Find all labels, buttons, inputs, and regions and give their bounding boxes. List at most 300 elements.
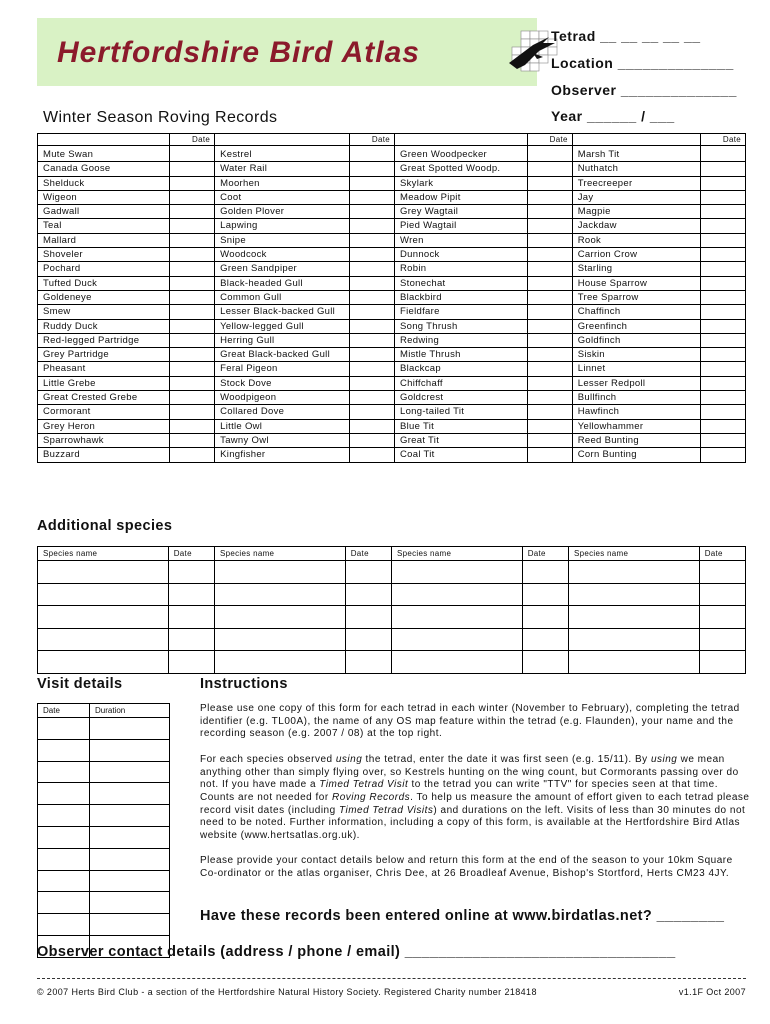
instructions-text [200, 703, 750, 894]
observer-field[interactable]: Observer ______________ [551, 82, 737, 98]
species-name: Green Woodpecker [395, 146, 528, 162]
table-row [38, 805, 170, 827]
species-name: Ruddy Duck [38, 319, 170, 333]
species-name: Goldcrest [395, 391, 528, 405]
species-date-cell[interactable] [527, 190, 572, 204]
species-date-cell[interactable] [349, 176, 394, 190]
species-name: Herring Gull [215, 333, 350, 347]
species-name: Kestrel [215, 146, 350, 162]
species-date-cell[interactable] [527, 162, 572, 176]
instructions-paragraph-1: Please use one copy of this form for each tetrad in each winter (November to February), completing the tetrad identifier (e.g. TL00A), the name of any OS map feature within the tetrad (e.g. Flaunden), your name and the recording season (e.g. 2007 / 08) at the top right. [200, 703, 740, 740]
additional-species-name-cell[interactable] [568, 628, 699, 651]
header-spacer [215, 134, 350, 146]
species-name: Blue Tit [395, 419, 528, 433]
species-name: Dunnock [395, 248, 528, 262]
species-name: Stonechat [395, 276, 528, 290]
species-date-cell[interactable] [169, 305, 214, 319]
table-row [38, 290, 746, 304]
species-date-cell[interactable] [349, 262, 394, 276]
species-name: Grey Partridge [38, 348, 170, 362]
visit-duration-cell[interactable] [90, 914, 170, 936]
page-title: Hertfordshire Bird Atlas [57, 36, 420, 69]
date-header: Date [699, 547, 745, 561]
species-date-cell[interactable] [169, 248, 214, 262]
additional-species-name-cell[interactable] [214, 561, 345, 584]
species-date-cell[interactable] [349, 190, 394, 204]
species-date-cell[interactable] [700, 190, 745, 204]
contact-details-field[interactable]: Observer contact details (address / phone / email) ________________________________ [37, 944, 676, 960]
additional-species-date-cell[interactable] [168, 583, 214, 606]
species-date-cell[interactable] [700, 433, 745, 447]
additional-species-date-cell[interactable] [345, 628, 391, 651]
species-name: Goldeneye [38, 290, 170, 304]
species-name: Lesser Redpoll [572, 376, 700, 390]
table-row [38, 305, 746, 319]
additional-species-name-cell[interactable] [38, 583, 169, 606]
species-name: Mallard [38, 233, 170, 247]
additional-species-name-cell[interactable] [568, 583, 699, 606]
species-date-cell[interactable] [700, 205, 745, 219]
species-date-cell[interactable] [700, 419, 745, 433]
table-row [38, 262, 746, 276]
species-name: Linnet [572, 362, 700, 376]
species-date-cell[interactable] [349, 391, 394, 405]
species-date-cell[interactable] [700, 362, 745, 376]
visit-duration-cell[interactable] [90, 848, 170, 870]
species-name: Pied Wagtail [395, 219, 528, 233]
additional-species-name-cell[interactable] [391, 583, 522, 606]
visit-date-cell[interactable] [38, 718, 90, 740]
species-name: Common Gull [215, 290, 350, 304]
species-name: Tree Sparrow [572, 290, 700, 304]
species-name: Reed Bunting [572, 433, 700, 447]
visit-date-cell[interactable] [38, 805, 90, 827]
species-name: Great Black-backed Gull [215, 348, 350, 362]
species-date-cell[interactable] [700, 176, 745, 190]
table-row [38, 583, 746, 606]
species-name: Corn Bunting [572, 448, 700, 462]
species-name: Treecreeper [572, 176, 700, 190]
species-date-cell[interactable] [349, 405, 394, 419]
species-name: Blackbird [395, 290, 528, 304]
species-date-cell[interactable] [700, 290, 745, 304]
additional-species-table [37, 546, 746, 674]
table-row [38, 718, 170, 740]
visit-duration-cell[interactable] [90, 739, 170, 761]
online-entry-question[interactable]: Have these records been entered online at www.birdatlas.net? ________ [200, 908, 725, 924]
species-date-cell[interactable] [527, 276, 572, 290]
species-date-cell[interactable] [700, 333, 745, 347]
species-date-cell[interactable] [169, 376, 214, 390]
visit-details-title: Visit details [37, 676, 123, 692]
species-name: Gadwall [38, 205, 170, 219]
species-date-cell[interactable] [700, 233, 745, 247]
species-name: Stock Dove [215, 376, 350, 390]
table-row [38, 783, 170, 805]
table-row [38, 146, 746, 162]
species-date-cell[interactable] [349, 376, 394, 390]
species-name: Canada Goose [38, 162, 170, 176]
species-date-cell[interactable] [527, 362, 572, 376]
table-row [38, 205, 746, 219]
species-date-cell[interactable] [349, 333, 394, 347]
species-date-cell[interactable] [700, 276, 745, 290]
visit-date-cell[interactable] [38, 870, 90, 892]
species-name: Chaffinch [572, 305, 700, 319]
visit-date-cell[interactable] [38, 914, 90, 936]
additional-species-date-cell[interactable] [699, 561, 745, 584]
species-date-cell[interactable] [527, 290, 572, 304]
species-name: Marsh Tit [572, 146, 700, 162]
date-column-header: Date [700, 134, 745, 146]
location-field[interactable]: Location ______________ [551, 55, 734, 71]
species-date-cell[interactable] [349, 348, 394, 362]
species-name: Siskin [572, 348, 700, 362]
species-name: Kingfisher [215, 448, 350, 462]
species-date-cell[interactable] [349, 248, 394, 262]
species-name: Grey Heron [38, 419, 170, 433]
header-spacer [572, 134, 700, 146]
species-name: Buzzard [38, 448, 170, 462]
species-date-cell[interactable] [527, 419, 572, 433]
species-date-cell[interactable] [349, 305, 394, 319]
additional-species-date-cell[interactable] [522, 561, 568, 584]
species-name: Starling [572, 262, 700, 276]
species-name-header: Species name [214, 547, 345, 561]
species-name: Coot [215, 190, 350, 204]
additional-species-name-cell[interactable] [214, 583, 345, 606]
species-name: Shoveler [38, 248, 170, 262]
table-row [38, 162, 746, 176]
species-date-cell[interactable] [349, 419, 394, 433]
date-column-header: Date [527, 134, 572, 146]
additional-species-date-cell[interactable] [699, 583, 745, 606]
footer [37, 987, 746, 997]
species-name: Pochard [38, 262, 170, 276]
species-name-header: Species name [391, 547, 522, 561]
species-name: Green Sandpiper [215, 262, 350, 276]
title-banner [37, 18, 537, 86]
species-date-cell[interactable] [700, 262, 745, 276]
species-date-cell[interactable] [700, 448, 745, 462]
additional-species-date-cell[interactable] [345, 561, 391, 584]
species-name: Yellowhammer [572, 419, 700, 433]
species-name: Great Crested Grebe [38, 391, 170, 405]
species-name: Little Owl [215, 419, 350, 433]
form-subtitle: Winter Season Roving Records [43, 109, 278, 126]
table-row [38, 606, 746, 629]
additional-species-date-cell[interactable] [168, 606, 214, 629]
species-name: Shelduck [38, 176, 170, 190]
species-date-cell[interactable] [169, 319, 214, 333]
species-name: Pheasant [38, 362, 170, 376]
species-date-cell[interactable] [349, 319, 394, 333]
table-row [38, 348, 746, 362]
visit-duration-cell[interactable] [90, 718, 170, 740]
species-name: Red-legged Partridge [38, 333, 170, 347]
species-date-cell[interactable] [527, 205, 572, 219]
species-name: Song Thrush [395, 319, 528, 333]
species-date-cell[interactable] [349, 362, 394, 376]
species-name: Chiffchaff [395, 376, 528, 390]
species-date-cell[interactable] [700, 391, 745, 405]
species-date-cell[interactable] [700, 305, 745, 319]
species-date-cell[interactable] [527, 176, 572, 190]
species-name: Woodcock [215, 248, 350, 262]
table-row [38, 433, 746, 447]
species-name: Yellow-legged Gull [215, 319, 350, 333]
species-date-cell[interactable] [349, 162, 394, 176]
contact-line [37, 978, 746, 979]
species-date-cell[interactable] [169, 362, 214, 376]
species-name: Wren [395, 233, 528, 247]
species-name: House Sparrow [572, 276, 700, 290]
additional-species-name-cell[interactable] [38, 561, 169, 584]
species-date-cell[interactable] [169, 190, 214, 204]
species-date-cell[interactable] [169, 433, 214, 447]
table-row [38, 333, 746, 347]
species-date-cell[interactable] [700, 162, 745, 176]
date-header: Date [345, 547, 391, 561]
species-name-header: Species name [38, 547, 169, 561]
species-name: Wigeon [38, 190, 170, 204]
additional-species-date-cell[interactable] [168, 561, 214, 584]
visit-duration-cell[interactable] [90, 761, 170, 783]
copyright-text: © 2007 Herts Bird Club - a section of the Hertfordshire Natural History Society. Registered Charity number 218418 [37, 987, 537, 997]
additional-species-date-cell[interactable] [699, 651, 745, 674]
table-row [38, 651, 746, 674]
visit-duration-cell[interactable] [90, 783, 170, 805]
table-row [38, 739, 170, 761]
species-date-cell[interactable] [700, 146, 745, 162]
species-name: Fieldfare [395, 305, 528, 319]
additional-species-date-cell[interactable] [522, 651, 568, 674]
species-name: Tufted Duck [38, 276, 170, 290]
visit-duration-header: Duration [90, 704, 170, 718]
visit-date-cell[interactable] [38, 826, 90, 848]
additional-species-date-cell[interactable] [699, 606, 745, 629]
species-date-cell[interactable] [169, 419, 214, 433]
date-header: Date [168, 547, 214, 561]
species-date-cell[interactable] [527, 448, 572, 462]
species-name: Nuthatch [572, 162, 700, 176]
year-field[interactable]: Year ______ / ___ [551, 108, 675, 124]
visit-duration-cell[interactable] [90, 870, 170, 892]
additional-species-name-cell[interactable] [391, 628, 522, 651]
species-date-cell[interactable] [169, 176, 214, 190]
visit-date-cell[interactable] [38, 892, 90, 914]
species-date-cell[interactable] [700, 376, 745, 390]
species-date-cell[interactable] [169, 448, 214, 462]
species-date-cell[interactable] [169, 276, 214, 290]
additional-species-date-cell[interactable] [345, 651, 391, 674]
species-date-cell[interactable] [169, 205, 214, 219]
visit-date-header: Date [38, 704, 90, 718]
species-date-cell[interactable] [169, 262, 214, 276]
species-date-cell[interactable] [527, 391, 572, 405]
table-row [38, 448, 746, 462]
species-date-cell[interactable] [700, 319, 745, 333]
species-date-cell[interactable] [349, 219, 394, 233]
additional-species-date-cell[interactable] [699, 628, 745, 651]
species-table [37, 133, 746, 463]
additional-species-name-cell[interactable] [214, 606, 345, 629]
additional-species-date-cell[interactable] [345, 583, 391, 606]
species-date-cell[interactable] [700, 405, 745, 419]
species-date-cell[interactable] [349, 205, 394, 219]
species-name: Mute Swan [38, 146, 170, 162]
header-spacer [38, 134, 170, 146]
additional-species-name-cell[interactable] [568, 606, 699, 629]
species-date-cell[interactable] [527, 219, 572, 233]
species-date-cell[interactable] [527, 333, 572, 347]
species-name: Sparrowhawk [38, 433, 170, 447]
additional-species-name-cell[interactable] [38, 651, 169, 674]
additional-species-name-cell[interactable] [391, 561, 522, 584]
species-name: Great Tit [395, 433, 528, 447]
additional-species-name-cell[interactable] [38, 628, 169, 651]
table-row [38, 848, 170, 870]
visit-date-cell[interactable] [38, 739, 90, 761]
table-row [38, 391, 746, 405]
visit-duration-cell[interactable] [90, 826, 170, 848]
species-date-cell[interactable] [527, 305, 572, 319]
additional-species-date-cell[interactable] [168, 628, 214, 651]
species-name: Tawny Owl [215, 433, 350, 447]
species-date-cell[interactable] [349, 233, 394, 247]
species-name: Hawfinch [572, 405, 700, 419]
species-name: Magpie [572, 205, 700, 219]
species-name: Lapwing [215, 219, 350, 233]
species-date-cell[interactable] [527, 319, 572, 333]
additional-species-date-cell[interactable] [522, 628, 568, 651]
species-date-cell[interactable] [349, 276, 394, 290]
species-name: Woodpigeon [215, 391, 350, 405]
table-row [38, 176, 746, 190]
additional-species-name-cell[interactable] [214, 651, 345, 674]
species-date-cell[interactable] [700, 248, 745, 262]
species-date-cell[interactable] [527, 376, 572, 390]
additional-species-name-cell[interactable] [568, 651, 699, 674]
species-date-cell[interactable] [169, 405, 214, 419]
version-text: v1.1F Oct 2007 [678, 987, 746, 997]
visit-date-cell[interactable] [38, 848, 90, 870]
table-row [38, 561, 746, 584]
species-name: Meadow Pipit [395, 190, 528, 204]
species-date-cell[interactable] [527, 248, 572, 262]
date-column-header: Date [349, 134, 394, 146]
additional-species-name-cell[interactable] [391, 651, 522, 674]
species-date-cell[interactable] [169, 162, 214, 176]
visit-duration-cell[interactable] [90, 892, 170, 914]
table-row [38, 248, 746, 262]
species-name: Feral Pigeon [215, 362, 350, 376]
species-name: Redwing [395, 333, 528, 347]
species-date-cell[interactable] [527, 348, 572, 362]
instructions-paragraph-3: Please provide your contact details below and return this form at the end of the season to your 10km Square Co-ordinator or the atlas organiser, Chris Dee, at 26 Broadleaf Avenue, Bishop's Stortford, Herts CM23 4JY. [200, 855, 733, 880]
species-date-cell[interactable] [349, 448, 394, 462]
table-row [38, 233, 746, 247]
species-name: Teal [38, 219, 170, 233]
species-date-cell[interactable] [527, 433, 572, 447]
species-date-cell[interactable] [169, 233, 214, 247]
species-name: Skylark [395, 176, 528, 190]
species-name: Carrion Crow [572, 248, 700, 262]
species-date-cell[interactable] [700, 348, 745, 362]
species-name: Coal Tit [395, 448, 528, 462]
species-date-cell[interactable] [169, 333, 214, 347]
date-header: Date [522, 547, 568, 561]
table-row [38, 376, 746, 390]
additional-species-name-cell[interactable] [568, 561, 699, 584]
additional-species-date-cell[interactable] [168, 651, 214, 674]
additional-species-date-cell[interactable] [345, 606, 391, 629]
species-date-cell[interactable] [527, 146, 572, 162]
species-date-cell[interactable] [169, 219, 214, 233]
species-name: Lesser Black-backed Gull [215, 305, 350, 319]
species-name: Mistle Thrush [395, 348, 528, 362]
table-row [38, 276, 746, 290]
visit-date-cell[interactable] [38, 761, 90, 783]
table-row [38, 761, 170, 783]
species-name-header: Species name [568, 547, 699, 561]
species-name: Collared Dove [215, 405, 350, 419]
species-name: Cormorant [38, 405, 170, 419]
species-name: Great Spotted Woodp. [395, 162, 528, 176]
species-name: Goldfinch [572, 333, 700, 347]
species-date-cell[interactable] [169, 146, 214, 162]
table-row [38, 628, 746, 651]
species-name: Water Rail [215, 162, 350, 176]
species-date-cell[interactable] [349, 146, 394, 162]
tetrad-field[interactable]: Tetrad __ __ __ __ __ [551, 28, 701, 44]
table-row [38, 405, 746, 419]
additional-species-title: Additional species [37, 518, 173, 534]
table-row [38, 914, 170, 936]
species-name: Snipe [215, 233, 350, 247]
header-spacer [395, 134, 528, 146]
table-row [38, 362, 746, 376]
species-name: Robin [395, 262, 528, 276]
table-row [38, 319, 746, 333]
species-name: Little Grebe [38, 376, 170, 390]
additional-species-name-cell[interactable] [38, 606, 169, 629]
table-row [38, 190, 746, 204]
additional-species-date-cell[interactable] [522, 583, 568, 606]
species-name: Blackcap [395, 362, 528, 376]
species-date-cell[interactable] [527, 233, 572, 247]
instructions-title: Instructions [200, 676, 288, 692]
table-row [38, 826, 170, 848]
species-date-cell[interactable] [349, 433, 394, 447]
additional-species-name-cell[interactable] [214, 628, 345, 651]
species-date-cell[interactable] [527, 405, 572, 419]
species-date-cell[interactable] [169, 290, 214, 304]
species-date-cell[interactable] [169, 348, 214, 362]
species-date-cell[interactable] [349, 290, 394, 304]
species-name: Rook [572, 233, 700, 247]
species-date-cell[interactable] [527, 262, 572, 276]
species-date-cell[interactable] [169, 391, 214, 405]
species-date-cell[interactable] [700, 219, 745, 233]
additional-species-name-cell[interactable] [391, 606, 522, 629]
additional-species-date-cell[interactable] [522, 606, 568, 629]
visit-date-cell[interactable] [38, 783, 90, 805]
visit-duration-cell[interactable] [90, 805, 170, 827]
species-name: Moorhen [215, 176, 350, 190]
table-row [38, 870, 170, 892]
species-name: Long-tailed Tit [395, 405, 528, 419]
